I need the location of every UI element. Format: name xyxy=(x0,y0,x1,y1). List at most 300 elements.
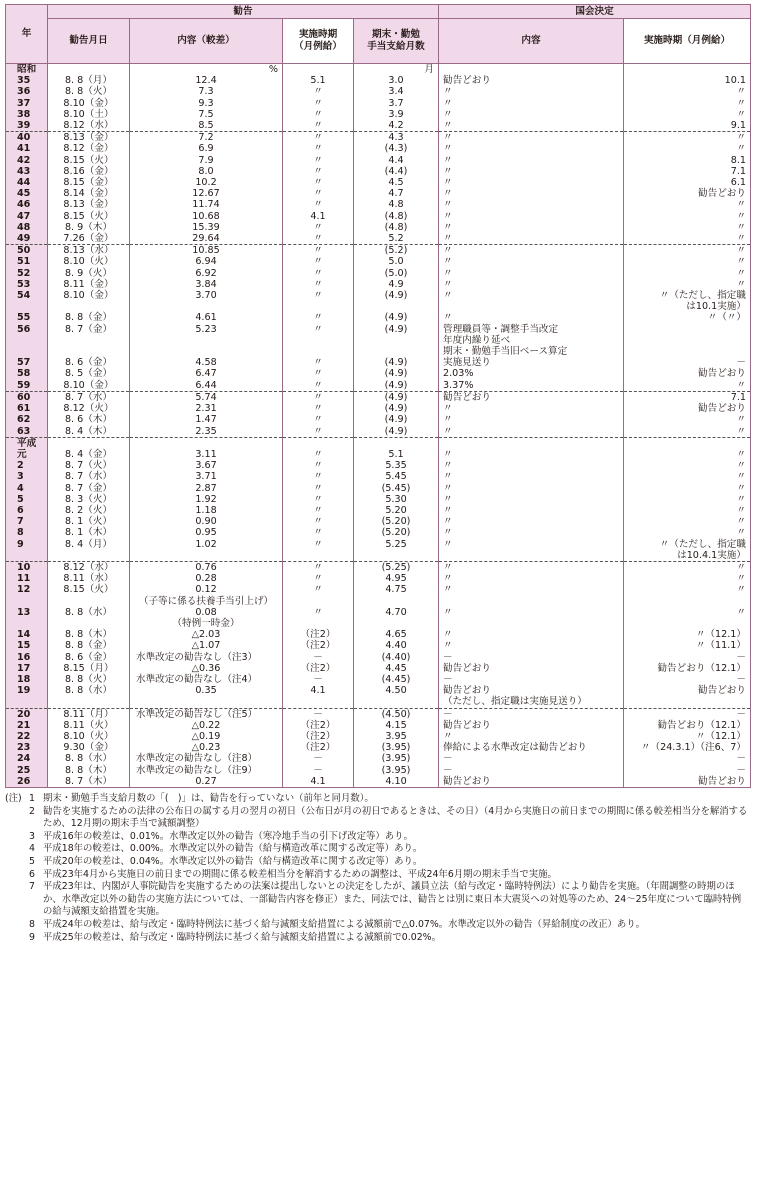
rec-diff-cell: 9.3 xyxy=(130,98,283,109)
footnote-index: 7 xyxy=(29,881,35,893)
diet-content-cell: 〃 xyxy=(439,471,624,482)
rec-diff-cell: 7.3 xyxy=(130,86,283,97)
bonus-months-cell: 5.1 xyxy=(354,449,439,460)
footnote-label: (注) xyxy=(5,793,22,804)
diet-content-cell: 〃 xyxy=(439,120,624,132)
footnote-text: 平成23年4月から実施日の前日までの期間に係る較差相当分を解消するための調整は、平成24年6月期の期末手当で実施。 xyxy=(43,868,557,880)
bonus-months-cell: 4.7 xyxy=(354,188,439,199)
rec-timing-cell: 〃 xyxy=(283,368,354,379)
table-row xyxy=(6,414,751,425)
table-row xyxy=(6,685,751,708)
bonus-months-cell xyxy=(354,437,439,449)
bonus-months-cell: 4.15 xyxy=(354,720,439,731)
diet-timing-cell: － xyxy=(624,674,751,685)
rec-date-cell: 8.11（月） xyxy=(48,708,130,720)
bonus-months-cell: (5.20) xyxy=(354,527,439,538)
bonus-months-cell: 3.0 xyxy=(354,75,439,86)
diet-timing-cell: 〃 xyxy=(624,505,751,516)
rec-diff-cell: △0.19 xyxy=(130,731,283,742)
rec-date-cell: 8. 8（水） xyxy=(48,753,130,764)
diet-content-cell: 〃 xyxy=(439,527,624,538)
bonus-months-cell: (4.9) xyxy=(354,414,439,425)
year-cell: 12 xyxy=(6,584,48,606)
year-cell: 15 xyxy=(6,640,48,651)
rec-date-cell: 8. 7（水） xyxy=(48,471,130,482)
diet-content-cell: － xyxy=(439,753,624,764)
rec-timing-cell: 〃 xyxy=(283,494,354,505)
year-cell: 平成 xyxy=(6,437,48,449)
rec-diff-cell: 8.5 xyxy=(130,120,283,132)
year-cell: 21 xyxy=(6,720,48,731)
footnote-text: 平成24年の較差は、給与改定・臨時特例法に基づく給与減額支給措置による減額前で△0.07%。水準改定以外の勧告（昇給制度の改正）あり。 xyxy=(43,918,646,930)
month-unit: 月 xyxy=(354,64,439,76)
diet-timing-cell: 〃（ただし、指定職 は10.1実施） xyxy=(624,290,751,312)
year-cell: 8 xyxy=(6,527,48,538)
rec-date-cell: 8. 6（金） xyxy=(48,357,130,368)
table-row xyxy=(6,483,751,494)
rec-diff-cell: 7.5 xyxy=(130,109,283,120)
diet-timing-cell: 〃 xyxy=(624,109,751,120)
table-row xyxy=(6,143,751,154)
rec-date-cell: 8. 6（金） xyxy=(48,652,130,663)
rec-date-cell: 8.12（金） xyxy=(48,143,130,154)
rec-timing-cell: 〃 xyxy=(283,391,354,403)
rec-timing-cell: 〃 xyxy=(283,471,354,482)
diet-content-cell: 〃 xyxy=(439,188,624,199)
diet-timing-cell: 勧告どおり xyxy=(624,685,751,708)
rec-timing-cell: 〃 xyxy=(283,245,354,257)
rec-diff-cell: 0.27 xyxy=(130,776,283,788)
table-row xyxy=(6,188,751,199)
bonus-months-header xyxy=(354,19,439,64)
rec-diff-cell: 12.67 xyxy=(130,188,283,199)
diet-timing-cell: 〃 xyxy=(624,222,751,233)
rec-date-cell: 8.13（金） xyxy=(48,199,130,210)
table-row xyxy=(6,573,751,584)
bonus-months-cell: 4.45 xyxy=(354,663,439,674)
table-row xyxy=(6,640,751,651)
rec-diff-cell: 2.31 xyxy=(130,403,283,414)
diet-content-cell: 勧告どおり xyxy=(439,391,624,403)
diet-content-cell: 〃 xyxy=(439,199,624,210)
table-row xyxy=(6,720,751,731)
diet-content-cell: 勧告どおり xyxy=(439,663,624,674)
rec-diff-cell: 11.74 xyxy=(130,199,283,210)
rec-timing-cell: （注2） xyxy=(283,742,354,753)
diet-content-cell: 〃 xyxy=(439,222,624,233)
diet-timing-cell: 〃 xyxy=(624,256,751,267)
rec-date-cell: 8.10（土） xyxy=(48,109,130,120)
rec-date-cell: 8.15（月） xyxy=(48,663,130,674)
table-row xyxy=(6,607,751,629)
diet-content-cell: 〃 xyxy=(439,211,624,222)
table-row xyxy=(6,357,751,368)
rec-diff-cell: △0.22 xyxy=(130,720,283,731)
rec-timing-cell: 〃 xyxy=(283,607,354,629)
diet-content-cell: 〃 xyxy=(439,143,624,154)
diet-timing-cell: － xyxy=(624,652,751,663)
diet-timing-cell: 〃 xyxy=(624,516,751,527)
rec-timing-cell: 〃 xyxy=(283,324,354,358)
footnote-index: 9 xyxy=(29,931,35,943)
rec-diff-cell: 7.9 xyxy=(130,155,283,166)
bonus-months-sublabel: 手当支給月数 xyxy=(367,41,425,52)
footnote-index: 6 xyxy=(29,868,35,880)
rec-date-cell: 8.14（金） xyxy=(48,188,130,199)
diet-timing-cell: 勧告どおり（12.1） xyxy=(624,663,751,674)
footnote-number xyxy=(5,869,43,882)
rec-timing-cell: 〃 xyxy=(283,414,354,425)
rec-date-cell: 8. 8（水） xyxy=(48,685,130,708)
rec-date-cell: 8.10（火） xyxy=(48,256,130,267)
year-cell: 42 xyxy=(6,155,48,166)
rec-diff-cell: 3.84 xyxy=(130,279,283,290)
rec-date-cell: 8. 7（金） xyxy=(48,483,130,494)
bonus-months-cell: 5.2 xyxy=(354,233,439,245)
diet-content-cell: 〃 xyxy=(439,516,624,527)
diet-timing-cell: 〃 xyxy=(624,233,751,245)
diet-timing-cell: 9.1 xyxy=(624,120,751,132)
rec-date-cell: 8.16（金） xyxy=(48,166,130,177)
diet-content-cell: 〃 xyxy=(439,640,624,651)
rec-date-cell: 8. 5（金） xyxy=(48,368,130,379)
bonus-months-cell: 5.45 xyxy=(354,471,439,482)
rec-diff-cell: 4.61 xyxy=(130,312,283,323)
diet-timing-cell: 勧告どおり xyxy=(624,368,751,379)
year-cell: 40 xyxy=(6,132,48,144)
bonus-months-cell: (4.4) xyxy=(354,166,439,177)
rec-date-cell: 8.10（火） xyxy=(48,731,130,742)
rec-date-cell: 8. 3（火） xyxy=(48,494,130,505)
table-row xyxy=(6,290,751,312)
rec-date-cell: 8.15（金） xyxy=(48,177,130,188)
rec-timing-cell: 〃 xyxy=(283,426,354,438)
year-cell: 35 xyxy=(6,75,48,86)
bonus-months-cell: (5.2) xyxy=(354,245,439,257)
diet-timing-cell: 〃 xyxy=(624,279,751,290)
diet-timing-cell: 勧告どおり xyxy=(624,403,751,414)
year-cell: 22 xyxy=(6,731,48,742)
year-cell: 25 xyxy=(6,765,48,776)
diet-content-cell: 〃 xyxy=(439,312,624,323)
table-row xyxy=(6,674,751,685)
rec-date-cell: 8. 8（金） xyxy=(48,312,130,323)
rec-timing-cell: 〃 xyxy=(283,120,354,132)
diet-content-cell: 〃 xyxy=(439,403,624,414)
rec-timing-cell: （注2） xyxy=(283,720,354,731)
diet-content-cell: 〃 xyxy=(439,505,624,516)
diet-timing-cell: 〃 xyxy=(624,132,751,144)
diet-timing-cell: 6.1 xyxy=(624,177,751,188)
table-row xyxy=(6,132,751,144)
bonus-months-cell: (4.9) xyxy=(354,403,439,414)
diet-content-cell: 勧告どおり xyxy=(439,776,624,788)
diet-content-cell: － xyxy=(439,652,624,663)
rec-date-cell: 8. 1（木） xyxy=(48,527,130,538)
diet-timing-header: 実施時期（月例給） xyxy=(624,19,751,64)
rec-timing-cell: － xyxy=(283,708,354,720)
year-header: 年 xyxy=(6,5,48,64)
table-row xyxy=(6,505,751,516)
rec-date-cell: 8.10（金） xyxy=(48,290,130,312)
footnote-item xyxy=(5,806,750,831)
table-row xyxy=(6,256,751,267)
table-row xyxy=(6,211,751,222)
diet-content-cell: 管理職員等・調整手当改定 年度内繰り延べ 期末・勤勉手当旧ベース算定 xyxy=(439,324,624,358)
rec-timing-cell: 〃 xyxy=(283,290,354,312)
footnote-text: 平成16年の較差は、0.01%。水準改定以外の勧告（寒冷地手当の引下げ改定等）あり。 xyxy=(43,830,413,842)
rec-diff-cell: 10.85 xyxy=(130,245,283,257)
table-row xyxy=(6,460,751,471)
year-cell: 63 xyxy=(6,426,48,438)
year-cell: 2 xyxy=(6,460,48,471)
footnote-item xyxy=(5,919,750,932)
diet-content-cell: 〃 xyxy=(439,483,624,494)
rec-date-cell: 8.12（水） xyxy=(48,120,130,132)
diet-timing-cell: 〃 xyxy=(624,494,751,505)
year-cell: 41 xyxy=(6,143,48,154)
rec-timing-cell: 〃 xyxy=(283,584,354,606)
diet-content-cell xyxy=(439,437,624,449)
rec-diff-cell: △2.03 xyxy=(130,629,283,640)
rec-timing-cell: － xyxy=(283,753,354,764)
diet-content-cell: 2.03% xyxy=(439,368,624,379)
bonus-months-cell: (4.9) xyxy=(354,357,439,368)
table-row xyxy=(6,391,751,403)
rec-diff-cell: 3.11 xyxy=(130,449,283,460)
rec-diff-cell: 10.2 xyxy=(130,177,283,188)
diet-timing-cell: 〃 xyxy=(624,414,751,425)
diet-timing-cell: 〃（12.1） xyxy=(624,731,751,742)
rec-diff-cell: 7.2 xyxy=(130,132,283,144)
diet-content-cell: 〃 xyxy=(439,414,624,425)
table-row xyxy=(6,471,751,482)
diet-timing-cell: 〃 xyxy=(624,561,751,573)
bonus-months-cell: (3.95) xyxy=(354,765,439,776)
bonus-months-cell: 5.25 xyxy=(354,539,439,562)
diet-timing-cell: 〃 xyxy=(624,460,751,471)
table-row xyxy=(6,449,751,460)
table-row xyxy=(6,663,751,674)
rec-date-cell: 8. 8（木） xyxy=(48,765,130,776)
footnote-text: 平成18年の較差は、0.00%。水準改定以外の勧告（給与構造改革に関する改定等）あり。 xyxy=(43,843,423,855)
diet-content-cell: 〃 xyxy=(439,166,624,177)
diet-timing-cell: 〃（〃） xyxy=(624,312,751,323)
rec-date-cell: 8. 7（水） xyxy=(48,391,130,403)
rec-diff-cell: 0.08 （特例一時金） xyxy=(130,607,283,629)
rec-diff-cell: 水準改定の勧告なし（注8） xyxy=(130,753,283,764)
rec-diff-cell: △1.07 xyxy=(130,640,283,651)
rec-timing-sublabel: （月例給） xyxy=(294,41,342,52)
diet-content-cell: 〃 xyxy=(439,584,624,606)
bonus-months-cell: 4.2 xyxy=(354,120,439,132)
bonus-months-cell: 4.3 xyxy=(354,132,439,144)
table-row xyxy=(6,268,751,279)
diet-content-cell: 〃 xyxy=(439,256,624,267)
footnote-text: 勧告を実施するための法律の公布日の属する月の翌月の初日（公布日が月の初日であるときは、その日）（4月から実施日の前日までの期間に係る較差相当分を解消するため、12月期の期末手当で減額調整） xyxy=(43,805,748,830)
bonus-months-cell: 4.10 xyxy=(354,776,439,788)
bonus-months-cell: 4.40 xyxy=(354,640,439,651)
footnote-text: 平成25年の較差は、給与改定・臨時特例法に基づく給与減額支給措置による減額前で0.02%。 xyxy=(43,931,441,943)
table-row xyxy=(6,539,751,562)
salary-recommendation-document xyxy=(5,4,750,944)
diet-timing-cell: 〃（24.3.1）（注6、7） xyxy=(624,742,751,753)
recommendation-header: 勧告 xyxy=(48,5,439,19)
rec-diff-cell: 1.18 xyxy=(130,505,283,516)
diet-content-cell: 俸給による水準改定は勧告どおり xyxy=(439,742,624,753)
table-row xyxy=(6,527,751,538)
footnote-item xyxy=(5,843,750,856)
year-cell: 54 xyxy=(6,290,48,312)
rec-timing-cell: － xyxy=(283,652,354,663)
bonus-months-cell: (4.9) xyxy=(354,324,439,358)
diet-timing-cell xyxy=(624,437,751,449)
bonus-months-cell: (3.95) xyxy=(354,742,439,753)
rec-date-cell: 7.26（金） xyxy=(48,233,130,245)
diet-content-cell: 〃 xyxy=(439,98,624,109)
footnote-index: 4 xyxy=(29,843,35,855)
year-cell: 57 xyxy=(6,357,48,368)
diet-timing-cell: 〃 xyxy=(624,584,751,606)
diet-content-cell: － xyxy=(439,765,624,776)
diet-timing-cell: 勧告どおり xyxy=(624,188,751,199)
diet-timing-cell: 〃 xyxy=(624,573,751,584)
year-cell: 10 xyxy=(6,561,48,573)
rec-date-cell: 8.13（水） xyxy=(48,245,130,257)
year-cell: 5 xyxy=(6,494,48,505)
bonus-months-cell: 5.35 xyxy=(354,460,439,471)
footnote-item xyxy=(5,869,750,882)
rec-date-cell: 8. 9（木） xyxy=(48,222,130,233)
table-row xyxy=(6,652,751,663)
table-row xyxy=(6,120,751,132)
table-row xyxy=(6,765,751,776)
rec-diff-cell: 3.70 xyxy=(130,290,283,312)
year-cell: 60 xyxy=(6,391,48,403)
rec-timing-cell: 〃 xyxy=(283,505,354,516)
rec-diff-cell: 水準改定の勧告なし（注4） xyxy=(130,674,283,685)
rec-date-cell: 8.15（火） xyxy=(48,155,130,166)
rec-timing-cell: 4.1 xyxy=(283,776,354,788)
rec-date-cell: 8. 1（火） xyxy=(48,516,130,527)
table-row xyxy=(6,426,751,438)
year-cell: 55 xyxy=(6,312,48,323)
year-cell: 49 xyxy=(6,233,48,245)
diet-content-cell: 〃 xyxy=(439,155,624,166)
bonus-months-cell: (4.8) xyxy=(354,211,439,222)
table-row xyxy=(6,380,751,392)
diet-content-cell: 〃 xyxy=(439,290,624,312)
bonus-months-cell: (4.3) xyxy=(354,143,439,154)
rec-date-header: 勧告月日 xyxy=(48,19,130,64)
bonus-months-cell: (5.20) xyxy=(354,516,439,527)
footnote-item xyxy=(5,793,750,806)
rec-diff-cell: 0.28 xyxy=(130,573,283,584)
diet-timing-cell: 〃 xyxy=(624,98,751,109)
rec-timing-cell: 〃 xyxy=(283,166,354,177)
rec-date-cell: 8. 9（火） xyxy=(48,268,130,279)
rec-timing-cell: 〃 xyxy=(283,312,354,323)
table-row xyxy=(6,708,751,720)
diet-timing-cell: 〃 xyxy=(624,380,751,392)
rec-date-cell: 8.11（金） xyxy=(48,279,130,290)
footnote-index: 5 xyxy=(29,855,35,867)
table-row xyxy=(6,279,751,290)
rec-date-cell: 8. 8（金） xyxy=(48,640,130,651)
bonus-months-cell: 4.95 xyxy=(354,573,439,584)
table-row xyxy=(6,731,751,742)
rec-timing-cell: 〃 xyxy=(283,561,354,573)
diet-content-cell: 〃 xyxy=(439,426,624,438)
rec-content-header: 内容（較差） xyxy=(130,19,283,64)
rec-timing-cell: 〃 xyxy=(283,279,354,290)
year-cell: 13 xyxy=(6,607,48,629)
rec-date-cell: 8.15（火） xyxy=(48,584,130,606)
table-row xyxy=(6,494,751,505)
rec-date-cell: 8. 2（火） xyxy=(48,505,130,516)
rec-timing-cell: 〃 xyxy=(283,188,354,199)
rec-timing-cell: 〃 xyxy=(283,222,354,233)
diet-content-cell: 〃 xyxy=(439,539,624,562)
year-cell: 36 xyxy=(6,86,48,97)
year-cell: 23 xyxy=(6,742,48,753)
year-cell: 3 xyxy=(6,471,48,482)
diet-timing-cell: 〃 xyxy=(624,607,751,629)
year-cell: 56 xyxy=(6,324,48,358)
diet-content-cell: 勧告どおり xyxy=(439,75,624,86)
year-cell: 52 xyxy=(6,268,48,279)
bonus-months-cell: 5.20 xyxy=(354,505,439,516)
diet-timing-cell: 〃（11.1） xyxy=(624,640,751,651)
rec-date-cell: 8.12（火） xyxy=(48,403,130,414)
rec-timing-cell: 〃 xyxy=(283,256,354,267)
year-cell: 44 xyxy=(6,177,48,188)
rec-timing-cell: 〃 xyxy=(283,199,354,210)
diet-content-cell: 〃 xyxy=(439,607,624,629)
footnote-index: 8 xyxy=(29,918,35,930)
rec-timing-cell: 〃 xyxy=(283,527,354,538)
footnote-number xyxy=(5,806,43,831)
footnote-item xyxy=(5,881,750,919)
diet-timing-cell: － xyxy=(624,708,751,720)
rec-diff-cell: 8.0 xyxy=(130,166,283,177)
rec-timing-cell: 〃 xyxy=(283,143,354,154)
bonus-months-cell: 4.50 xyxy=(354,685,439,708)
rec-date-cell: 8.12（水） xyxy=(48,561,130,573)
rec-date-cell: 8. 8（火） xyxy=(48,86,130,97)
diet-timing-cell: 〃 xyxy=(624,471,751,482)
table-row xyxy=(6,742,751,753)
rec-timing-cell: 〃 xyxy=(283,380,354,392)
rec-timing-cell: － xyxy=(283,765,354,776)
rec-timing-cell: 5.1 xyxy=(283,75,354,86)
year-cell: 51 xyxy=(6,256,48,267)
rec-date-cell: 9.30（金） xyxy=(48,742,130,753)
rec-timing-cell: （注2） xyxy=(283,731,354,742)
diet-content-cell: 〃 xyxy=(439,629,624,640)
year-cell: 48 xyxy=(6,222,48,233)
rec-timing-cell: 4.1 xyxy=(283,685,354,708)
year-cell: 7 xyxy=(6,516,48,527)
diet-timing-cell: － xyxy=(624,753,751,764)
rec-diff-cell: 水準改定の勧告なし（注5） xyxy=(130,708,283,720)
diet-timing-cell: 〃 xyxy=(624,527,751,538)
rec-diff-cell: 29.64 xyxy=(130,233,283,245)
diet-content-cell: 〃 xyxy=(439,731,624,742)
year-cell: 14 xyxy=(6,629,48,640)
rec-diff-cell: 0.90 xyxy=(130,516,283,527)
bonus-months-cell: (4.9) xyxy=(354,312,439,323)
